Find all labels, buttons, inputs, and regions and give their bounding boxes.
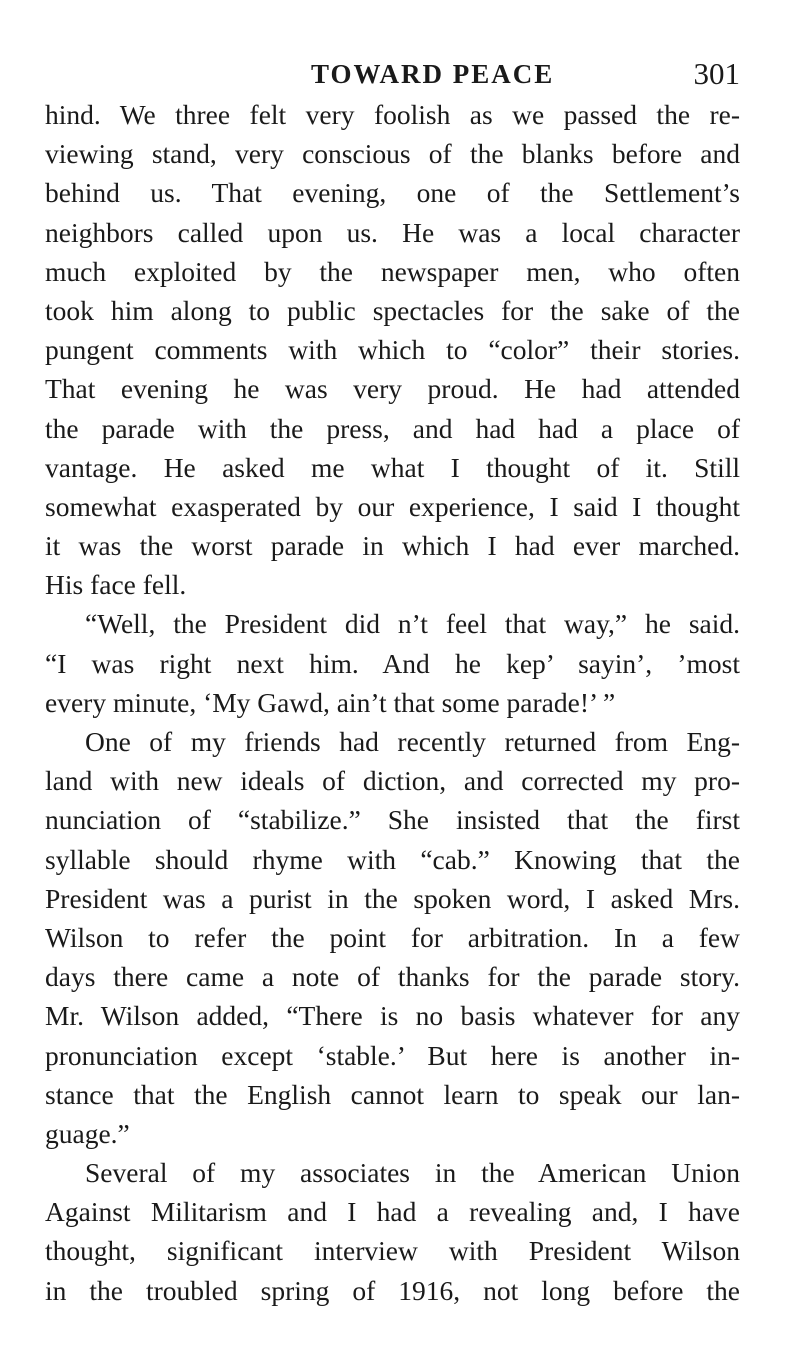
text-line: land with new ideals of diction, and corrected my pro- [45, 765, 740, 797]
text-line: it was the worst parade in which I had ever marched. [45, 530, 740, 562]
text-line: President was a purist in the spoken word, I asked Mrs. [45, 882, 740, 914]
text-line: thought, significant interview with President Wilson [45, 1235, 740, 1267]
text-line: pungent comments with which to “color” their stories. [45, 334, 740, 366]
text-line: nunciation of “stabilize.” She insisted that the first [45, 804, 740, 836]
running-title: TOWARD PEACE [311, 59, 555, 89]
text-line: Against Militarism and I had a revealing and, I have [45, 1196, 740, 1228]
text-line: viewing stand, very conscious of the blanks before and [45, 138, 740, 170]
text-line: in the troubled spring of 1916, not long before the [45, 1274, 740, 1306]
text-line: days there came a note of thanks for the parade story. [45, 961, 740, 993]
text-line: stance that the English cannot learn to speak our lan- [45, 1078, 740, 1110]
text-line: the parade with the press, and had had a place of [45, 412, 740, 444]
body-text [45, 95, 740, 1310]
text-line: somewhat exasperated by our experience, I said I thought [45, 490, 740, 522]
text-line: Wilson to refer the point for arbitration. In a few [45, 921, 740, 953]
text-line: neighbors called upon us. He was a local character [45, 216, 740, 248]
text-line: much exploited by the newspaper men, who often [45, 255, 740, 287]
running-head [45, 56, 740, 92]
text-line: “Well, the President did n’t feel that way,” he said. [85, 608, 740, 640]
text-line: took him along to public spectacles for the sake of the [45, 294, 740, 326]
text-line: hind. We three felt very foolish as we passed the re- [45, 99, 740, 130]
page-number: 301 [693, 56, 740, 91]
text-line: vantage. He asked me what I thought of it. Still [45, 451, 740, 483]
text-line: His face fell. [45, 569, 187, 601]
text-line: syllable should rhyme with “cab.” Knowing that the [45, 843, 740, 875]
text-line: One of my friends had recently returned from Eng- [85, 726, 740, 757]
text-line: Several of my associates in the American Union [85, 1157, 740, 1189]
text-line: every minute, ‘My Gawd, ain’t that some parade!’ ” [45, 686, 616, 718]
text-line: pronunciation except ‘stable.’ But here is another in- [45, 1039, 740, 1071]
text-line: guage.” [45, 1117, 130, 1149]
text-line: “I was right next him. And he kep’ sayin’, ’most [45, 647, 740, 679]
text-line: That evening he was very proud. He had attended [45, 373, 740, 405]
text-line: behind us. That evening, one of the Settlement’s [45, 177, 740, 209]
text-line: Mr. Wilson added, “There is no basis whatever for any [45, 1000, 740, 1032]
